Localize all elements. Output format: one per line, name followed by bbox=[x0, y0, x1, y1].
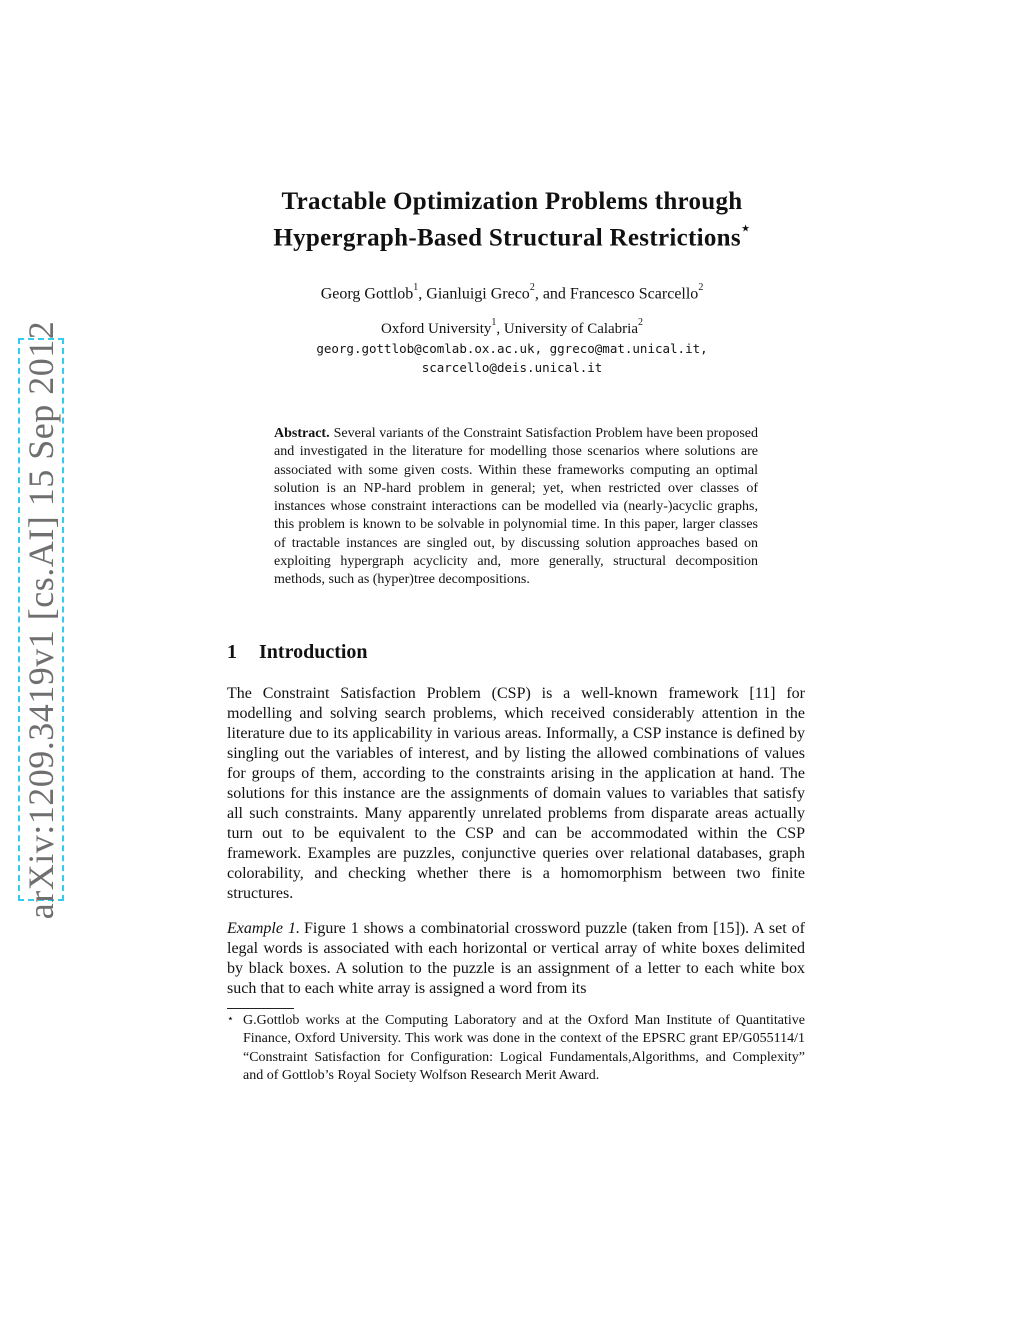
example-paragraph bbox=[227, 919, 805, 999]
author-separator: , and bbox=[534, 285, 570, 303]
affiliation-sup: 1 bbox=[491, 317, 497, 328]
intro-paragraph: The Constraint Satisfaction Problem (CSP) is a well-known framework [11] for modelling and solving search problems, which received considerably attention in the literature due to its applicability in various areas. Informally, a CSP instance is defined by singling out the variables of interest, and by listing the allowed combinations of values for groups of them, according to the constraints arising in the application at hand. The solutions for this instance are the assignments of domain values to variables that satisfy all such constraints. Many apparently unrelated problems from disparate areas actually turn out to be equivalent to the CSP and can be accommodated within the CSP framework. Examples are puzzles, conjunctive queries over relational databases, graph colorability, and checking whether there is a homomorphism between two finite structures. bbox=[227, 685, 805, 902]
author-affil-sup: 1 bbox=[413, 282, 419, 293]
arxiv-stamp[interactable] bbox=[18, 320, 64, 919]
title-footnote-mark[interactable]: ⋆ bbox=[740, 221, 751, 237]
affiliation-name: Oxford University bbox=[380, 321, 492, 337]
author-list bbox=[0, 284, 1024, 303]
author-name: Georg Gottlob bbox=[320, 285, 414, 303]
title-line-1: Tractable Optimization Problems through bbox=[281, 188, 743, 215]
author-separator: , bbox=[418, 285, 427, 303]
author-affil-sup: 2 bbox=[698, 282, 704, 293]
footnote bbox=[227, 1012, 805, 1085]
example-text: Figure 1 shows a combinatorial crossword puzzle (taken from [15]). A set of legal words is associated with each horizontal or vertical array of white boxes delimited by black boxes. A solution to the puzzle is an assignment of a letter to each white box such that to each white array is assigned a word from its bbox=[227, 920, 805, 997]
section-number: 1 bbox=[227, 641, 237, 663]
footnote-text: G.Gottlob works at the Computing Laboratory and at the Oxford Man Institute of Quantitative Finance, Oxford University. This work was done in the context of the EPSRC grant EP/G055114/1 “Constraint Satisfaction for Configuration: Logical Fundamentals,Algorithms, and Complexity” and of Gottlob’s Royal Society Wolfson Research Merit Award. bbox=[243, 1013, 805, 1083]
title-line-2 bbox=[0, 217, 1024, 253]
footnote-mark: ⋆ bbox=[227, 1013, 234, 1025]
abstract-text: Several variants of the Constraint Satisfaction Problem have been proposed and investigated in the literature for modelling those scenarios where solutions are associated with some given costs. Within these frameworks computing an optimal solution is an NP-hard problem in general; yet, when restricted over classes of instances whose constraint interactions can be modelled via (nearly-)acyclic graphs, this problem is known to be solvable in polynomial time. In this paper, larger classes of tractable instances are singled out, by discussing solution approaches based on exploiting hypergraph acyclicity and, more generally, structural decomposition methods, such as (hyper)tree decompositions. bbox=[274, 426, 758, 588]
footnote-divider bbox=[227, 1008, 294, 1009]
affiliation-separator: , bbox=[496, 321, 504, 337]
example-label: Example 1. bbox=[227, 920, 300, 937]
section-heading bbox=[227, 641, 368, 664]
author-name: Gianluigi Greco bbox=[426, 285, 530, 303]
affiliation-sup: 2 bbox=[638, 317, 644, 328]
author-affil-sup: 2 bbox=[529, 282, 535, 293]
title-line-2-text: Hypergraph-Based Structural Restrictions bbox=[273, 224, 741, 252]
abstract-label: Abstract. bbox=[274, 426, 330, 441]
affiliations bbox=[0, 319, 1024, 338]
affiliation-name: University of Calabria bbox=[503, 321, 639, 337]
paper-title bbox=[0, 186, 1024, 253]
arxiv-stamp-text: arXiv:1209.3419v1 [cs.AI] 15 Sep 2012 bbox=[21, 320, 62, 919]
author-name: Francesco Scarcello bbox=[569, 285, 699, 303]
abstract bbox=[274, 425, 758, 590]
email-line-2[interactable]: scarcello@deis.unical.it bbox=[421, 360, 603, 375]
author-emails bbox=[0, 339, 1024, 377]
section-title: Introduction bbox=[259, 641, 368, 663]
email-line-1[interactable]: georg.gottlob@comlab.ox.ac.uk, ggreco@mat.unical.it, bbox=[316, 341, 708, 356]
